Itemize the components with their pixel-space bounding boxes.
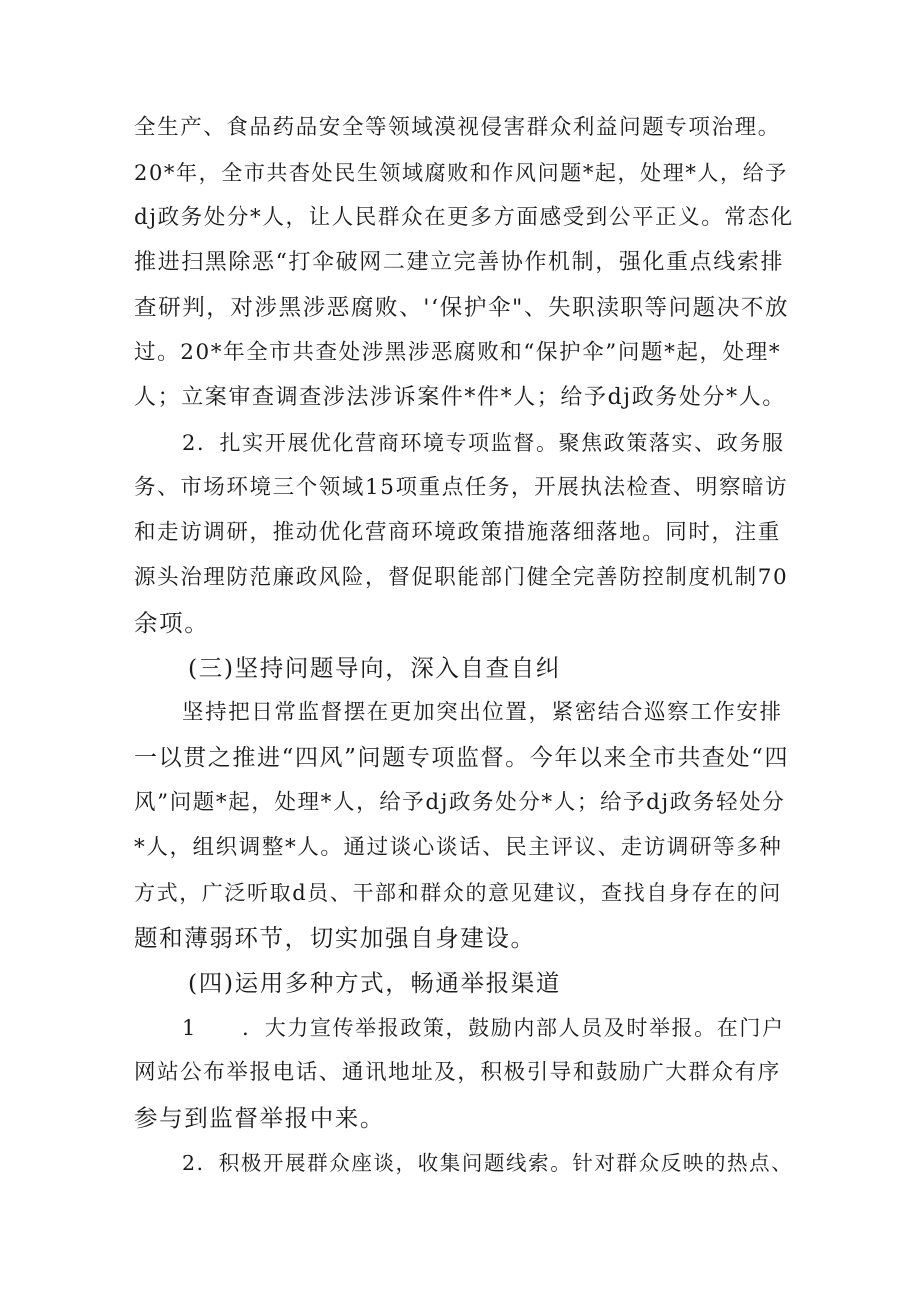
section-heading: (三)坚持问题导向，深入自查自纠 [188, 654, 561, 682]
paragraph-start: 2．积极开展群众座谈，收集问题线索。针对群众反映的热点、 [182, 1151, 794, 1175]
text-line: 务、市场环境三个领域15项重点任务，开展执法检查、明察暗访 [134, 475, 789, 500]
text-line: 人；立案审查调查涉法涉诉案件*件*人；给予dj政务处分*人。 [134, 385, 786, 410]
text-line: 和走访调研，推动优化营商环境政策措施落细落地。同时，注重 [134, 520, 781, 545]
text-line: 过。20*年全市共查处涉黑涉恶腐败和“保护伞”问题*起，处理* [134, 340, 782, 365]
text-line: 风”问题*起，处理*人，给予dj政务处分*人；给予dj政务轻处分 [134, 790, 786, 815]
text-line: 20*年，全市共杳处民生领域腐败和作风问题*起，处理*人，给予 [134, 161, 788, 185]
text-line: 推进扫黑除恶“打伞破网二建立完善协作机制，强化重点线索排 [134, 250, 785, 275]
text-line: 网站公布举报电话、通讯地址及，积极引导和鼓励广大群众有序 [134, 1060, 781, 1085]
text-line: 查研判，对涉黑涉恶腐败、'‘保护伞"、失职渎职等问题决不放 [134, 295, 790, 321]
section-heading: (四)运用多种方式，畅通举报渠道 [188, 969, 561, 997]
text-line: 方式，广泛听取d员、干部和群众的意见建议，查找自身存在的问 [134, 881, 782, 905]
text-line: 全生产、食品药品安全等领域漠视侵害群众利益问题专项治理。 [134, 115, 781, 140]
text-line: dj政务处分*人，让人民群众在更多方面感受到公平正义。常态化 [134, 205, 794, 230]
paragraph-start: 2．扎实开展优化营商环境专项监督。聚焦政策落实、政务服 [182, 431, 785, 455]
text-line: 源头治理防范廉政风险，督促职能部门健全完善防控制度机制70 [134, 565, 789, 590]
paragraph-start: 1 ．大力宣传举报政策，鼓励内部人员及时举报。在门户 [182, 1016, 785, 1040]
paragraph-start: 坚持把日常监督摆在更加突出位置，紧密结合巡察工作安排 [182, 700, 783, 725]
text-line: 题和薄弱环节，切实加强自身建设。 [134, 924, 536, 952]
text-line: 余项。 [134, 609, 210, 637]
text-line: 参与到监督举报中来。 [134, 1104, 385, 1132]
text-line: 一以贯之推进“四风”问题专项监督。今年以来全市共查处“四 [134, 745, 790, 771]
text-line: *人，组织调整*人。通过谈心谈话、民主评议、走访调研等多种 [134, 835, 783, 860]
